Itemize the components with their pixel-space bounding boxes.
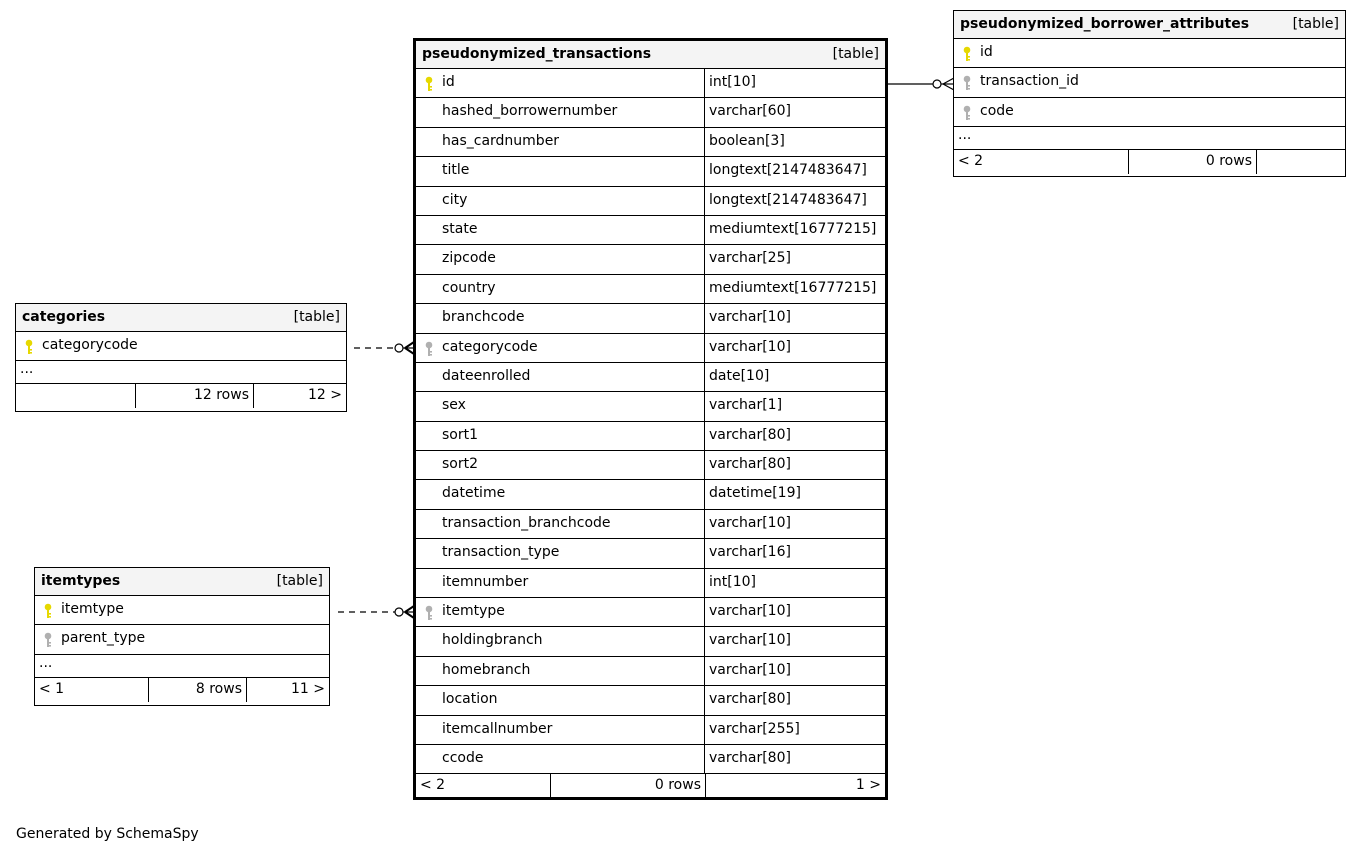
column-type-cell [705,334,885,362]
column-row[interactable] [416,451,885,480]
column-type-cell [705,627,885,655]
column-name-cell [416,128,705,156]
column-row[interactable] [416,334,885,363]
primary-key-icon [24,339,34,355]
column-type-cell [705,598,885,626]
table-kind: [table] [276,573,323,589]
column-row[interactable] [35,596,329,625]
column-type-cell [705,128,885,156]
column-type-cell [705,451,885,479]
column-row[interactable] [954,98,1345,127]
column-row[interactable] [416,304,885,333]
column-name-cell [416,627,705,655]
primary-key-icon [962,46,972,62]
column-row[interactable] [35,625,329,654]
column-type: varchar[255] [709,720,800,737]
column-type-cell [705,157,885,185]
generated-by-label: Generated by SchemaSpy [16,826,199,842]
foreign-key-icon [424,605,434,621]
column-name: code [980,102,1014,119]
column-type-cell [705,98,885,126]
rel-transactions-borrower-attributes [887,78,954,90]
column-type: mediumtext[16777215] [709,220,877,237]
column-name-cell [416,480,705,508]
column-row[interactable] [416,392,885,421]
column-row[interactable] [954,39,1345,68]
column-name-cell [416,69,705,97]
table-name: categories [22,309,106,325]
column-name: sort2 [442,456,479,473]
column-name-cell [416,451,705,479]
rel-categories-transactions [354,342,414,354]
foreign-key-icon [962,105,972,121]
column-type: varchar[80] [709,691,791,708]
column-name: categorycode [442,338,538,355]
table-itemtypes[interactable] [34,567,330,706]
column-list [35,596,329,655]
column-type: datetime[19] [709,485,801,502]
table-header[interactable] [954,11,1345,39]
table-name: itemtypes [41,573,121,589]
column-type: boolean[3] [709,132,785,149]
column-type-cell [705,304,885,332]
primary-key-icon [43,603,53,619]
column-type: varchar[16] [709,544,791,561]
column-type-cell [705,422,885,450]
column-row[interactable] [954,68,1345,97]
column-name-cell [416,745,705,773]
column-row[interactable] [16,332,346,361]
column-name-cell [416,98,705,126]
column-type: varchar[10] [709,309,791,326]
parents-count[interactable]: < 1 [39,680,65,697]
foreign-key-icon [43,632,53,648]
column-name: transaction_branchcode [442,514,611,531]
column-row[interactable] [416,69,885,98]
column-row[interactable] [416,422,885,451]
column-type: date[10] [709,367,770,384]
parents-count[interactable]: < 2 [420,777,446,794]
column-type-cell [705,569,885,597]
column-type-cell [705,245,885,273]
column-type-cell [705,745,885,773]
column-type-cell [705,275,885,303]
column-name: has_cardnumber [442,132,560,149]
column-type-cell [705,480,885,508]
column-name: location [442,691,498,708]
table-name: pseudonymized_transactions [422,46,652,62]
column-name: dateenrolled [442,367,531,384]
table-header[interactable] [16,304,346,332]
column-row[interactable] [416,627,885,656]
column-type-cell [705,686,885,714]
column-type-cell [705,69,885,97]
column-name-cell [416,187,705,215]
column-row[interactable] [416,275,885,304]
children-count[interactable]: 12 > [253,384,346,408]
column-type: longtext[2147483647] [709,191,867,208]
table-kind: [table] [293,309,340,325]
column-type: varchar[80] [709,426,791,443]
more-columns: ... [954,127,1345,150]
parents-count[interactable]: < 2 [958,153,984,170]
column-name: id [980,44,993,60]
table-footer [954,150,1345,174]
column-type-cell [705,216,885,244]
column-row[interactable] [416,598,885,627]
column-name: datetime [442,485,506,502]
column-type: varchar[80] [709,456,791,473]
column-row[interactable] [416,539,885,568]
column-type: varchar[60] [709,103,791,120]
column-name: itemcallnumber [442,720,553,737]
primary-key-icon [424,76,434,92]
column-row[interactable] [416,510,885,539]
column-row[interactable] [416,480,885,509]
column-type: varchar[10] [709,338,791,355]
column-row[interactable] [416,745,885,774]
foreign-key-icon [424,341,434,357]
column-name-cell [416,275,705,303]
column-name: branchcode [442,309,525,326]
column-name: sort1 [442,426,479,443]
more-columns: ... [35,655,329,678]
column-type: mediumtext[16777215] [709,279,877,296]
column-name: hashed_borrowernumber [442,103,618,120]
column-type: varchar[10] [709,632,791,649]
column-row[interactable] [416,98,885,127]
column-name: id [442,74,455,90]
rel-itemtypes-transactions [338,606,414,618]
column-row[interactable] [416,686,885,715]
column-name: itemtype [442,603,505,620]
table-kind: [table] [832,46,879,62]
table-footer [416,774,885,798]
column-name-cell [416,422,705,450]
column-name: city [442,191,468,208]
column-list [954,39,1345,127]
column-list [16,332,346,361]
column-name: homebranch [442,661,531,678]
children-count[interactable] [1256,150,1345,174]
column-row[interactable] [416,187,885,216]
column-row[interactable] [416,216,885,245]
more-columns: ... [16,361,346,384]
column-name: state [442,220,478,237]
table-footer [16,384,346,408]
column-name: holdingbranch [442,632,543,649]
column-type: varchar[10] [709,514,791,531]
column-name-cell [416,569,705,597]
column-name-cell [416,716,705,744]
row-count: 8 rows [148,678,246,702]
column-type: varchar[25] [709,250,791,267]
column-name: itemnumber [442,573,529,590]
column-name-cell [416,510,705,538]
column-name-cell [416,686,705,714]
row-count: 12 rows [135,384,253,408]
parents-count[interactable] [16,384,135,408]
column-name-cell [416,216,705,244]
column-type-cell [705,657,885,685]
column-type: varchar[10] [709,661,791,678]
column-name: parent_type [61,630,146,647]
column-row[interactable] [416,245,885,274]
column-type-cell [705,392,885,420]
column-row[interactable] [416,657,885,686]
column-row[interactable] [416,569,885,598]
column-type: longtext[2147483647] [709,162,867,179]
column-type-cell [705,716,885,744]
column-name: transaction_type [442,544,560,561]
children-count[interactable]: 1 > [705,774,885,798]
column-type: int[10] [709,74,756,90]
column-type-cell [705,187,885,215]
column-name-cell [416,334,705,362]
table-pseudonymized-transactions[interactable] [413,38,888,800]
column-name-cell [416,392,705,420]
column-type: varchar[1] [709,397,783,414]
table-footer [35,678,329,702]
column-row[interactable] [416,716,885,745]
column-name: zipcode [442,250,496,267]
table-header[interactable] [35,568,329,596]
column-name-cell [416,598,705,626]
column-name-cell [416,157,705,185]
column-list [416,69,885,774]
column-name: transaction_id [980,73,1079,90]
column-name: country [442,279,496,296]
column-type-cell [705,510,885,538]
column-name: categorycode [42,337,138,353]
column-name-cell [416,657,705,685]
column-type-cell [705,363,885,391]
column-type: int[10] [709,573,756,590]
column-name: sex [442,397,466,414]
column-name-cell [416,539,705,567]
column-type: varchar[80] [709,749,791,766]
column-name-cell [416,304,705,332]
column-name-cell [416,363,705,391]
children-count[interactable]: 11 > [246,678,329,702]
column-type-cell [705,539,885,567]
table-kind: [table] [1292,16,1339,32]
column-name: itemtype [61,601,124,617]
foreign-key-icon [962,75,972,91]
column-row[interactable] [416,363,885,392]
row-count: 0 rows [550,774,705,798]
table-categories[interactable] [15,303,347,412]
column-row[interactable] [416,128,885,157]
column-name: ccode [442,749,484,766]
column-row[interactable] [416,157,885,186]
table-header[interactable] [416,41,885,69]
column-name: title [442,162,470,179]
row-count: 0 rows [1128,150,1256,174]
column-name-cell [416,245,705,273]
table-name: pseudonymized_borrower_attributes [960,16,1250,32]
column-type: varchar[10] [709,603,791,620]
table-pseudonymized-borrower-attributes[interactable] [953,10,1346,177]
